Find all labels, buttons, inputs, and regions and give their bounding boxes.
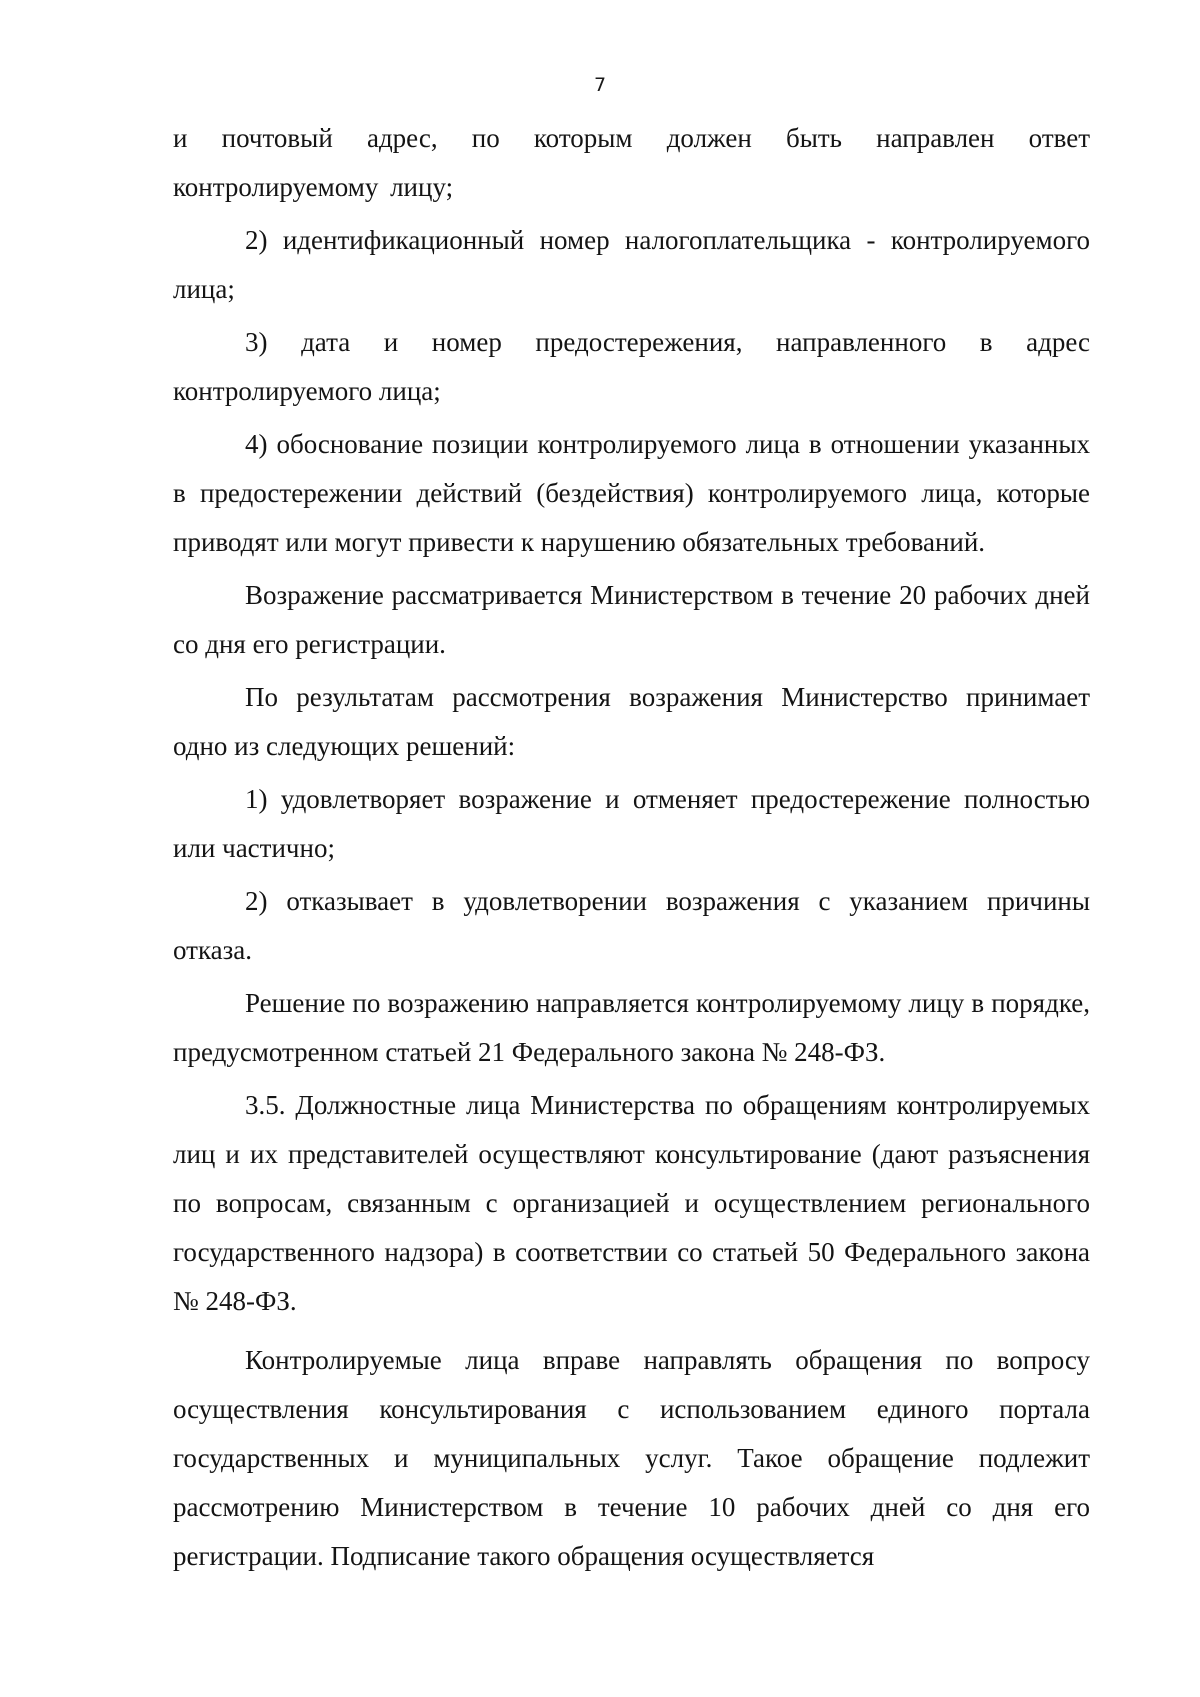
- paragraph-decision-2-refuse: 2) отказывает в удовлетворении возражения с указанием причины отказа.: [173, 886, 1090, 965]
- document-body: [173, 114, 1090, 1581]
- paragraph-decision-1-satisfy: 1) удовлетворяет возражение и отменяет предостережение полностью или частично;: [173, 784, 1090, 863]
- paragraph-item-3-warning-date: 3) дата и номер предостережения, направленного в адрес контролируемого лица;: [173, 327, 1090, 406]
- paragraph-item-2-inn: 2) идентификационный номер налогоплательщика - контролируемого лица;: [173, 225, 1090, 304]
- paragraph-consulting-requests: Контролируемые лица вправе направлять обращения по вопросу осуществления консультирования с использованием единого портала государственных и муниципальных услуг. Такое обращение подлежит рассмотрению Министерством в течение 10 рабочих дней со дня его регистрации. Подписание такого обращения осуществляется: [173, 1345, 1090, 1571]
- paragraph-item-4-justification: 4) обоснование позиции контролируемого лица в отношении указанных в предостережении действий (бездействия) контролируемого лица, которые приводят или могут привести к нарушению обязательных требований.: [173, 429, 1090, 557]
- paragraph-objection-review-term: Возражение рассматривается Министерством в течение 20 рабочих дней со дня его регистрации.: [173, 580, 1090, 659]
- paragraph-review-decisions: По результатам рассмотрения возражения Министерство принимает одно из следующих решений:: [173, 682, 1090, 761]
- paragraph-3-5-consulting: 3.5. Должностные лица Министерства по обращениям контролируемых лиц и их представителей осуществляют консультирование (дают разъяснения по вопросам, связанным с организацией и осуществлением регионального государственного надзора) в соответствии со статьей 50 Федерального закона № 248-ФЗ.: [173, 1090, 1090, 1316]
- paragraph-decision-delivery: Решение по возражению направляется контролируемому лицу в порядке, предусмотренном статьей 21 Федерального закона № 248-ФЗ.: [173, 988, 1090, 1067]
- paragraph-address-continuation: и почтовый адрес, по которым должен быть направлен ответ контролируемому лицу;: [173, 123, 1090, 202]
- page-number: 7: [593, 74, 607, 96]
